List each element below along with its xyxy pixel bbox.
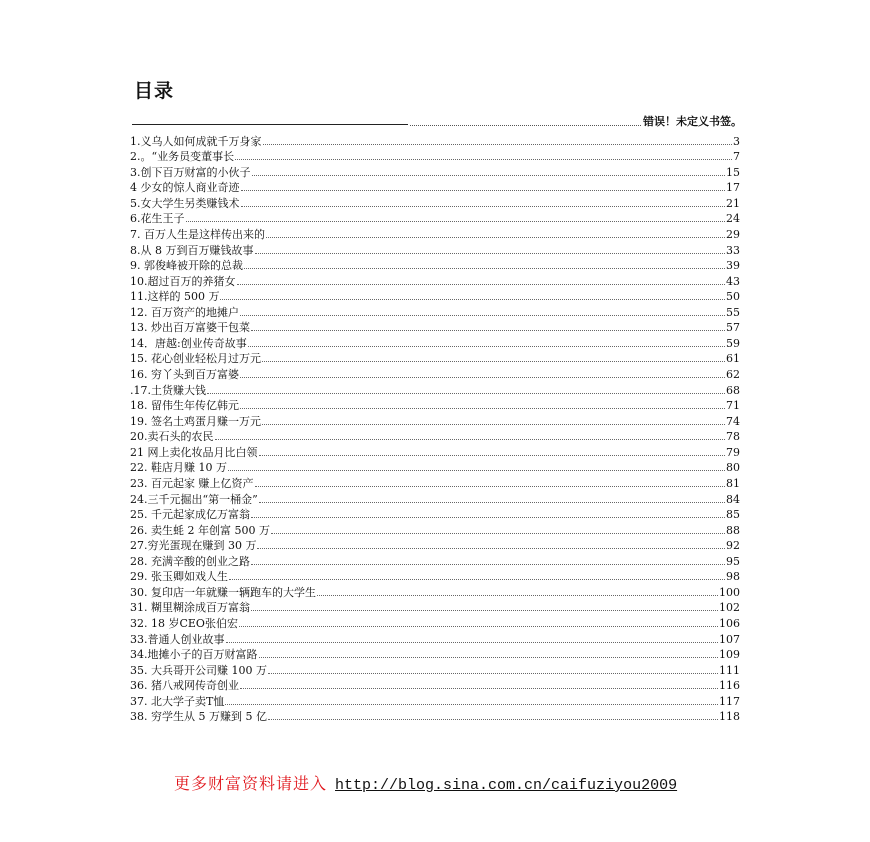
dotted-leader	[251, 610, 718, 611]
dotted-leader	[226, 642, 719, 643]
dotted-leader	[259, 502, 725, 503]
header-solid-line	[132, 124, 408, 125]
toc-entry[interactable]	[130, 397, 740, 413]
toc-entry-page-number: 81	[726, 476, 740, 490]
toc-entry-page-number: 61	[726, 352, 740, 366]
toc-entry-page-number: 80	[726, 461, 740, 475]
dotted-leader	[186, 221, 726, 222]
toc-entry-label: 23. 百元起家 赚上亿资产	[130, 476, 254, 490]
toc-entry[interactable]	[130, 474, 740, 490]
dotted-leader	[259, 455, 726, 456]
toc-list	[130, 132, 740, 723]
dotted-leader	[220, 299, 725, 300]
toc-entry[interactable]	[130, 303, 740, 319]
toc-entry-label: 29. 张玉卿如戏人生	[130, 570, 228, 584]
dotted-leader	[241, 206, 726, 207]
dotted-leader	[237, 284, 726, 285]
dotted-leader	[235, 159, 732, 160]
toc-entry-label: 36. 猪八戒网传奇创业	[130, 679, 239, 693]
toc-entry-page-number: 106	[719, 617, 740, 630]
toc-entry[interactable]	[130, 506, 740, 522]
dotted-leader	[240, 315, 725, 316]
toc-entry[interactable]	[130, 365, 740, 381]
toc-entry[interactable]	[130, 319, 740, 335]
toc-entry[interactable]	[130, 148, 740, 164]
dotted-leader	[239, 626, 718, 627]
dotted-leader	[268, 673, 718, 674]
toc-entry-label: 34.地摊小子的百万财富路	[130, 648, 258, 662]
dotted-leader	[240, 408, 725, 409]
toc-entry-page-number: 84	[726, 492, 740, 506]
toc-entry-page-number: 33	[726, 243, 740, 257]
toc-entry-page-number: 78	[726, 430, 740, 444]
toc-entry-label: 5.女大学生另类赚钱术	[130, 196, 240, 210]
dotted-leader	[229, 579, 725, 580]
dotted-leader	[268, 719, 718, 720]
toc-entry-page-number: 74	[726, 414, 740, 428]
toc-entry-page-number: 7	[733, 150, 740, 164]
toc-entry[interactable]	[130, 179, 740, 195]
toc-entry-label: 1.义乌人如何成就千万身家	[130, 134, 262, 148]
toc-entry-page-number: 107	[719, 632, 740, 646]
toc-entry[interactable]	[130, 194, 740, 210]
dotted-leader	[207, 393, 725, 394]
toc-entry[interactable]	[130, 521, 740, 537]
toc-entry[interactable]	[130, 537, 740, 553]
toc-entry[interactable]	[130, 225, 740, 241]
toc-entry-label: 20.卖石头的农民	[130, 430, 214, 444]
toc-entry-label: 30. 复印店一年就赚一辆跑车的大学生	[130, 585, 316, 599]
toc-entry-page-number: 118	[719, 710, 740, 724]
dotted-leader	[251, 564, 725, 565]
toc-entry[interactable]	[130, 599, 740, 615]
toc-entry-page-number: 88	[726, 523, 740, 537]
dotted-leader	[251, 330, 725, 331]
toc-entry[interactable]	[130, 646, 740, 662]
toc-entry-page-number: 62	[726, 368, 740, 381]
toc-entry-label: 9. 郭俊峰被开除的总裁	[130, 259, 243, 273]
toc-entry-label: 32. 18 岁CEO张伯宏	[130, 617, 238, 630]
toc-entry-label: 10.超过百万的养猪女	[130, 274, 236, 288]
dotted-leader	[252, 175, 726, 176]
toc-entry-label: 19. 签名土鸡蛋月赚一万元	[130, 414, 261, 428]
toc-entry-label: 35. 大兵哥开公司赚 100 万	[130, 663, 267, 677]
toc-entry-label: 37. 北大学子卖T恤	[130, 694, 225, 708]
dotted-leader	[225, 704, 718, 705]
dotted-leader	[240, 377, 725, 378]
toc-entry[interactable]	[130, 412, 740, 428]
toc-entry-label: 16. 穷丫头到百万富婆	[130, 368, 239, 381]
footer-promo-text: 更多财富资料请进入	[174, 774, 328, 793]
toc-entry-page-number: 98	[726, 570, 740, 584]
toc-entry-label: 33.普通人创业故事	[130, 632, 225, 646]
toc-header-entry[interactable]	[132, 115, 742, 129]
toc-entry[interactable]	[130, 288, 740, 304]
toc-entry-page-number: 50	[726, 290, 740, 304]
toc-entry-label: 7. 百万人生是这样传出来的	[130, 227, 265, 241]
toc-entry-label: 18. 留伟生年传亿韩元	[130, 399, 239, 413]
toc-entry-label: .17.土货赚大钱	[130, 383, 206, 397]
dotted-leader	[257, 548, 725, 549]
dotted-leader	[263, 144, 733, 145]
toc-entry[interactable]	[130, 443, 740, 459]
toc-entry-label: 13. 炒出百万富婆干包菜	[130, 321, 250, 335]
toc-entry-page-number: 21	[726, 196, 740, 210]
dotted-leader	[271, 533, 725, 534]
dotted-leader	[317, 595, 718, 596]
toc-entry[interactable]	[130, 163, 740, 179]
dotted-leader	[240, 688, 718, 689]
toc-entry[interactable]	[130, 708, 740, 724]
dotted-leader	[266, 237, 725, 238]
toc-entry-page-number: 29	[726, 227, 740, 241]
toc-entry[interactable]	[130, 428, 740, 444]
toc-entry-label: 25. 千元起家成亿万富翁	[130, 508, 250, 522]
toc-entry-label: 6.花生王子	[130, 212, 185, 226]
dotted-leader	[255, 486, 726, 487]
toc-entry[interactable]	[130, 552, 740, 568]
dotted-leader	[248, 346, 725, 347]
footer-blog-link[interactable]: http://blog.sina.com.cn/caifuziyou2009	[335, 777, 678, 794]
toc-entry-label: 14．唐越:创业传奇故事	[130, 336, 247, 350]
toc-entry-page-number: 17	[726, 181, 740, 195]
toc-entry-label: 15. 花心创业轻松月过万元	[130, 352, 261, 366]
toc-entry-label: 31. 糊里糊涂成百万富翁	[130, 601, 250, 615]
dotted-leader	[244, 268, 725, 269]
dotted-leader	[262, 361, 725, 362]
dotted-leader	[241, 190, 726, 191]
toc-entry-page-number: 85	[726, 508, 740, 522]
toc-entry-label: 28. 充满辛酸的创业之路	[130, 554, 250, 568]
dotted-leader	[259, 657, 719, 658]
footer-promo	[174, 771, 677, 793]
page-title: 目录	[134, 80, 175, 102]
toc-entry-page-number: 55	[726, 305, 740, 319]
toc-entry-page-number: 109	[719, 648, 740, 662]
dotted-leader	[255, 253, 726, 254]
toc-entry-label: 12. 百万资产的地摊户	[130, 305, 239, 319]
toc-entry[interactable]	[130, 257, 740, 273]
toc-entry[interactable]	[130, 677, 740, 693]
toc-entry-page-number: 39	[726, 259, 740, 273]
toc-entry-page-number: 100	[719, 585, 740, 599]
toc-entry-page-number: 24	[726, 212, 740, 226]
bookmark-error-label: 错误！未定义书签。	[643, 115, 742, 128]
toc-entry-label: 4 少女的惊人商业奇迹	[130, 181, 240, 195]
toc-entry-label: 2.。“业务员变董事长	[130, 150, 235, 164]
dotted-leader	[262, 424, 725, 425]
toc-entry-label: 8.从 8 万到百万赚钱故事	[130, 243, 254, 257]
toc-entry[interactable]	[130, 490, 740, 506]
toc-entry-page-number: 71	[726, 399, 740, 413]
toc-entry[interactable]	[130, 241, 740, 257]
dotted-leader	[251, 517, 725, 518]
toc-entry-page-number: 79	[726, 445, 740, 459]
toc-entry[interactable]	[130, 272, 740, 288]
toc-entry-label: 27.穷光蛋现在赚到 30 万	[130, 539, 257, 553]
toc-entry-page-number: 59	[726, 336, 740, 350]
toc-entry-page-number: 3	[733, 134, 740, 148]
toc-entry[interactable]	[130, 334, 740, 350]
toc-entry-page-number: 43	[726, 274, 740, 288]
toc-entry-page-number: 57	[726, 321, 740, 335]
dotted-leader	[228, 470, 725, 471]
toc-entry[interactable]	[130, 381, 740, 397]
toc-entry-page-number: 102	[719, 601, 740, 615]
toc-entry-label: 11.这样的 500 万	[130, 290, 220, 304]
toc-entry[interactable]	[130, 350, 740, 366]
toc-entry-page-number: 111	[719, 663, 740, 677]
toc-entry-label: 26. 卖生蚝 2 年创富 500 万	[130, 523, 270, 537]
toc-entry-label: 3.创下百万财富的小伙子	[130, 165, 251, 179]
toc-entry-page-number: 92	[726, 539, 740, 553]
dotted-leader	[215, 439, 726, 440]
toc-entry[interactable]	[130, 210, 740, 226]
toc-entry-label: 38. 穷学生从 5 万赚到 5 亿	[130, 710, 267, 724]
toc-entry[interactable]	[130, 459, 740, 475]
toc-entry-page-number: 15	[726, 165, 740, 179]
toc-entry[interactable]	[130, 583, 740, 599]
toc-entry[interactable]	[130, 661, 740, 677]
dotted-leader	[410, 125, 641, 126]
toc-entry[interactable]	[130, 692, 740, 708]
toc-entry[interactable]	[130, 614, 740, 630]
toc-entry-page-number: 68	[726, 383, 740, 397]
toc-entry[interactable]	[130, 630, 740, 646]
toc-entry[interactable]	[130, 132, 740, 148]
toc-entry[interactable]	[130, 568, 740, 584]
toc-entry-label: 21 网上卖化妆品月比白领	[130, 445, 258, 459]
toc-entry-label: 24.三千元掘出“第一桶金”	[130, 492, 258, 506]
toc-entry-page-number: 116	[719, 679, 740, 693]
toc-entry-page-number: 95	[726, 554, 740, 568]
toc-entry-label: 22. 鞋店月赚 10 万	[130, 461, 227, 475]
toc-entry-page-number: 117	[719, 694, 740, 708]
